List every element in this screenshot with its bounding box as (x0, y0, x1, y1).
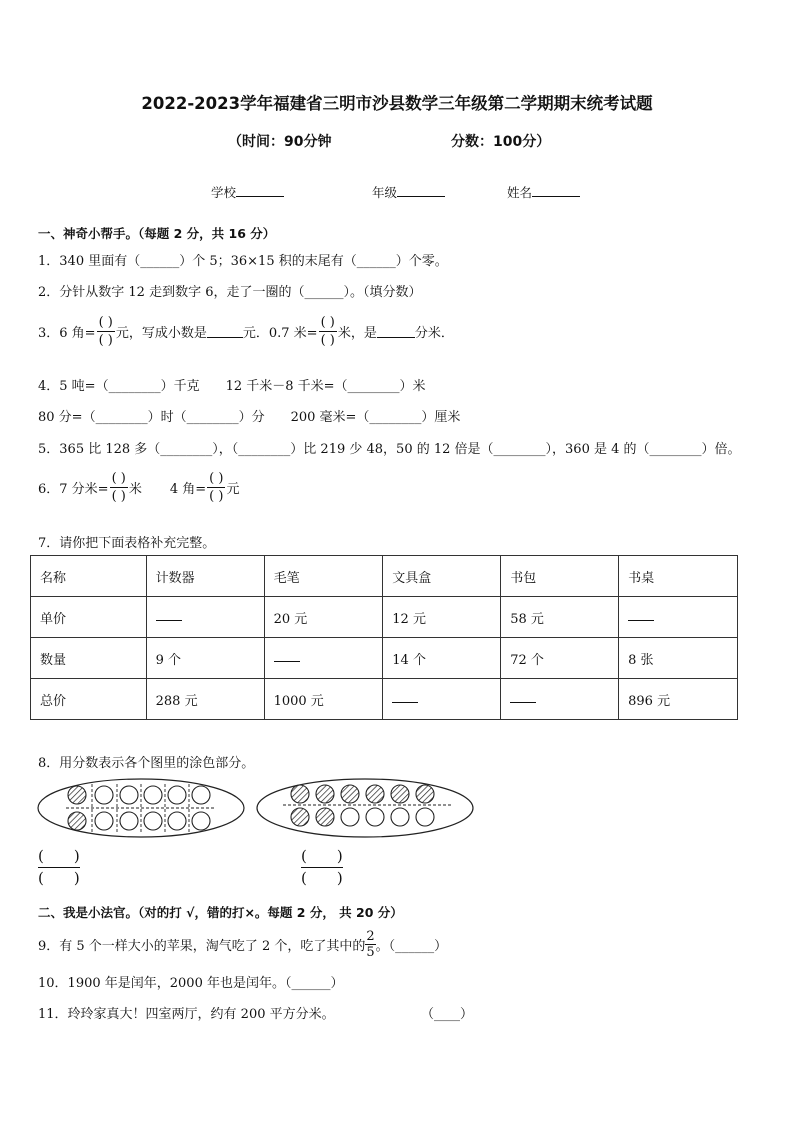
circle (95, 786, 113, 804)
circle (120, 786, 138, 804)
question-4-line-2: 80 分=（________）时（________）分 200 毫米=（________）厘米 (38, 410, 461, 425)
circle (391, 808, 409, 826)
table-cell: 12 元 (383, 597, 501, 638)
q8-answer-2[interactable]: ( ) ( ) (301, 847, 343, 887)
table-cell[interactable] (383, 679, 501, 720)
price-table (30, 555, 738, 720)
question-6 (38, 472, 239, 503)
name-field (507, 183, 580, 201)
table-cell: 14 个 (383, 638, 501, 679)
section-1-title: 一、神奇小帮手。（每题 2 分，共 16 分） (38, 226, 276, 241)
table-row (31, 679, 738, 720)
table-blank[interactable] (156, 609, 182, 621)
school-blank[interactable] (236, 184, 284, 197)
grade-field (372, 183, 445, 201)
grade-blank[interactable] (397, 184, 445, 197)
school-field (211, 183, 284, 201)
figure-1 (36, 777, 246, 839)
question-8: 8．用分数表示各个图里的涂色部分。 (38, 756, 255, 771)
circle (120, 812, 138, 830)
circle (95, 812, 113, 830)
shaded-circle (291, 808, 309, 826)
circle (416, 808, 434, 826)
q9-text-a: 9．有 5 个一样大小的苹果，淘气吃了 2 个，吃了其中的 (38, 939, 366, 954)
q9-text-b: 。（______） (375, 939, 448, 954)
table-cell[interactable] (264, 638, 383, 679)
q6-fraction-2: $\frac{( )}{( )}$ (209, 471, 224, 504)
shaded-circle (416, 785, 434, 803)
table-cell: 文具盒 (383, 556, 501, 597)
shaded-circle (316, 808, 334, 826)
q3-text-a: 3．6 角= (38, 326, 96, 341)
table-cell: 9 个 (146, 638, 264, 679)
table-row (31, 556, 738, 597)
school-label: 学校 (211, 185, 237, 200)
question-7: 7．请你把下面表格补充完整。 (38, 536, 216, 551)
section-2-title: 二、我是小法官。（对的打 √，错的打×。每题 2 分， 共 20 分） (38, 905, 403, 920)
table-cell: 20 元 (264, 597, 383, 638)
question-1: 1．340 里面有（______）个 5；36×15 积的末尾有（______）个零。 (38, 254, 448, 269)
exam-time: （时间：90分钟 (228, 134, 332, 150)
grade-label: 年级 (372, 185, 398, 200)
table-cell: 72 个 (501, 638, 619, 679)
table-cell: 毛笔 (264, 556, 383, 597)
table-blank[interactable] (274, 650, 300, 662)
q3-text-b: 元，写成小数是 (115, 326, 207, 341)
question-2: 2．分针从数字 12 走到数字 6，走了一圈的（______）。（填分数） (38, 285, 422, 300)
figure-1-grid-lines (66, 784, 214, 833)
shaded-circle (366, 785, 384, 803)
question-11: 11．玲玲家真大！四室两厅，约有 200 平方分米。 (38, 1007, 335, 1022)
q3-fraction-1: $\frac{( )}{( )}$ (98, 315, 113, 348)
figure-2 (255, 777, 477, 839)
page-title: 2022-2023学年福建省三明市沙县数学三年级第二学期期末统考试题 (141, 94, 653, 113)
table-blank[interactable] (510, 691, 536, 703)
table-blank[interactable] (628, 609, 654, 621)
table-cell: 书包 (501, 556, 619, 597)
q6-text-d: 元 (226, 482, 240, 497)
question-5: 5．365 比 128 多（________），（________）比 219 少 48，50 的 12 倍是（________），360 是 4 的（________）倍。 (38, 442, 741, 457)
q9-fraction: 2 5 (366, 929, 375, 960)
table-cell: 单价 (31, 597, 147, 638)
table-cell: 1000 元 (264, 679, 383, 720)
table-cell: 8 张 (619, 638, 738, 679)
circle (192, 812, 210, 830)
table-cell: 58 元 (501, 597, 619, 638)
table-blank[interactable] (392, 691, 418, 703)
circle (341, 808, 359, 826)
q6-text-a: 6．7 分米= (38, 482, 109, 497)
circle (144, 812, 162, 830)
q6-fraction-1: $\frac{( )}{( )}$ (111, 471, 126, 504)
table-cell: 书桌 (619, 556, 738, 597)
circle (168, 786, 186, 804)
q6-text-b: 米 (128, 482, 142, 497)
shaded-circle (316, 785, 334, 803)
table-cell: 288 元 (146, 679, 264, 720)
q6-text-c: 4 角= (169, 482, 207, 497)
circle (192, 786, 210, 804)
table-cell[interactable] (501, 679, 619, 720)
circle (144, 786, 162, 804)
question-4-line-1: 4．5 吨=（________）千克 12 千米－8 千米=（________）米 (38, 379, 426, 394)
shaded-circle (391, 785, 409, 803)
table-cell: 计数器 (146, 556, 264, 597)
table-cell[interactable] (146, 597, 264, 638)
circle (366, 808, 384, 826)
table-row (31, 638, 738, 679)
table-cell: 总价 (31, 679, 147, 720)
table-row (31, 597, 738, 638)
shaded-circle (291, 785, 309, 803)
table-cell: 896 元 (619, 679, 738, 720)
q3-blank-2[interactable] (377, 325, 415, 338)
q8-answer-1[interactable]: ( ) ( ) (38, 847, 80, 887)
q3-blank-1[interactable] (207, 325, 243, 338)
q3-text-c: 元．0.7 米= (242, 326, 318, 341)
q3-text-d: 米，是 (337, 326, 377, 341)
name-label: 姓名 (507, 185, 533, 200)
table-cell: 数量 (31, 638, 147, 679)
exam-score: 分数：100分） (451, 134, 551, 150)
q3-fraction-2: $\frac{( )}{( )}$ (320, 315, 335, 348)
shaded-circle (68, 812, 86, 830)
q3-text-e: 分米． (414, 326, 454, 341)
question-9 (38, 930, 447, 959)
table-cell: 名称 (31, 556, 147, 597)
question-11-blank[interactable]: （____） (421, 1007, 474, 1022)
shaded-circle (341, 785, 359, 803)
table-cell[interactable] (619, 597, 738, 638)
shaded-circle (68, 786, 86, 804)
question-3 (38, 316, 454, 347)
name-blank[interactable] (532, 184, 580, 197)
question-10: 10．1900 年是闰年，2000 年也是闰年。（______） (38, 976, 344, 991)
circle (168, 812, 186, 830)
